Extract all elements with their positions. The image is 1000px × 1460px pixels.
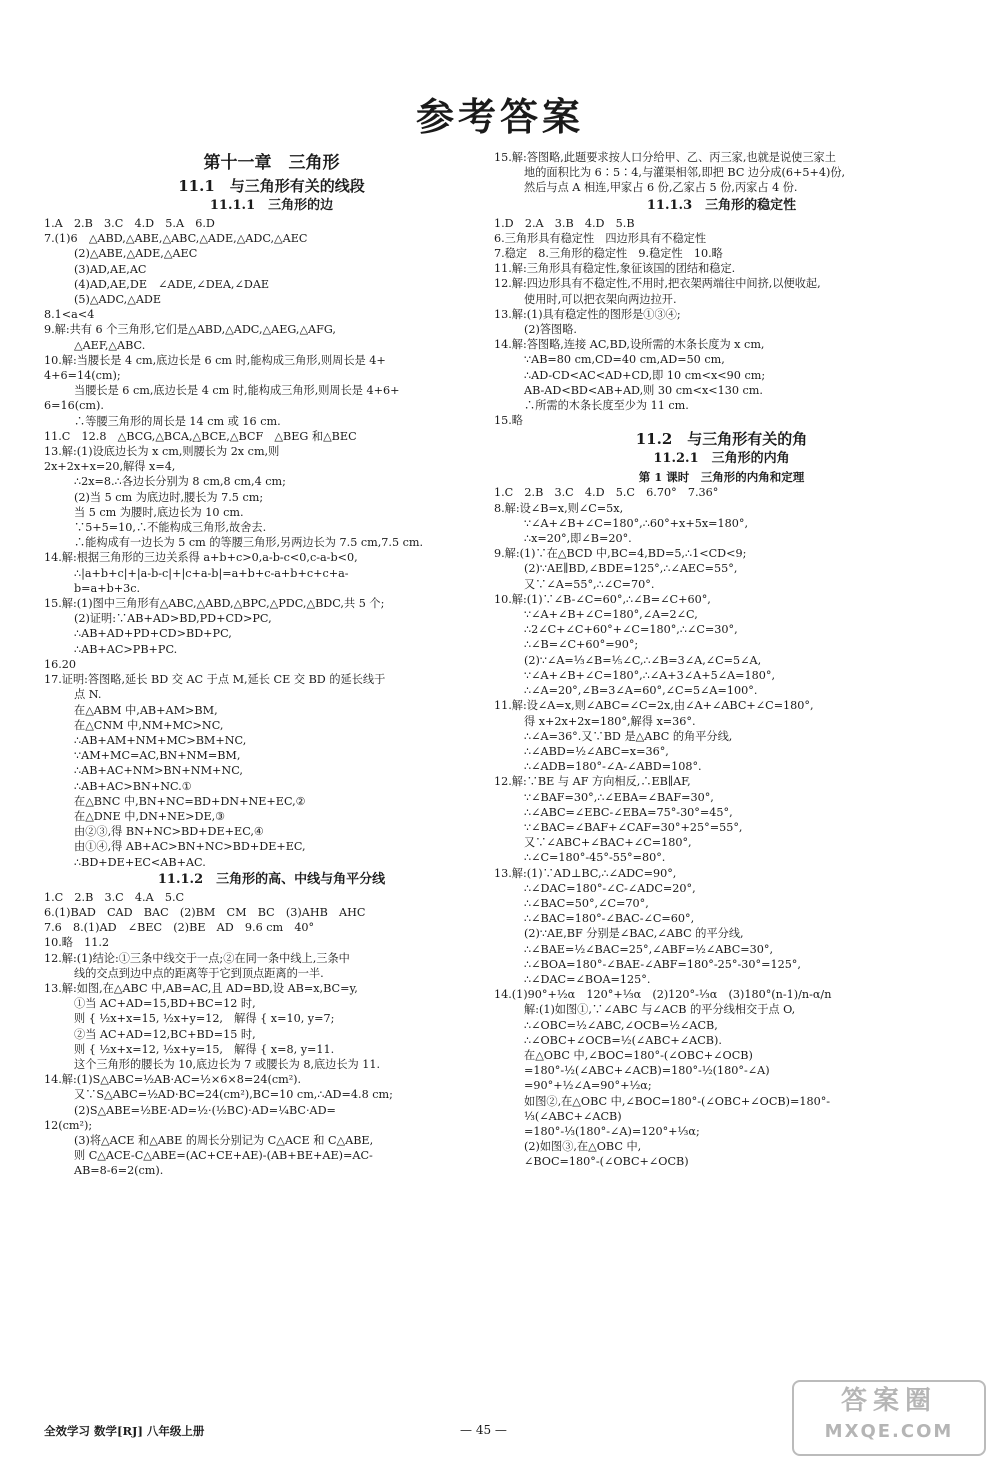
answer-line: ∴∠OBC=½∠ABC,∠OCB=½∠ACB,: [524, 1018, 718, 1032]
answer-line: ∴能构成有一边长为 5 cm 的等腰三角形,另两边长为 7.5 cm,7.5 cm.: [74, 536, 424, 550]
answer-line: ∴∠ABD=½∠ABC=x=36°,: [524, 744, 669, 758]
page-number: — 45 —: [460, 1423, 507, 1437]
answer-line: ①当 AC+AD=15,BD+BC=12 时,: [74, 997, 256, 1011]
subsection-heading: 11.1.3 三角形的稳定性: [646, 197, 797, 213]
answer-line: 13.解:(1)具有稳定性的图形是①③④;: [494, 307, 681, 321]
answer-line: 11.解:三角形具有稳定性,象征该国的团结和稳定.: [494, 262, 736, 276]
answer-line: (2)当 5 cm 为底边时,腰长为 7.5 cm;: [74, 490, 264, 504]
answer-line: ∴∠ABC=∠EBC-∠EBA=75°-30°=45°,: [524, 805, 733, 819]
answer-line: ∴∠DAC=180°-∠C-∠ADC=20°,: [524, 881, 696, 895]
answer-line: ∴∠A=20°,∠B=3∠A=60°,∠C=5∠A=100°.: [524, 684, 758, 698]
answer-line: ⅓(∠ABC+∠ACB): [524, 1109, 622, 1123]
answer-line: 如图②,在△OBC 中,∠BOC=180°-(∠OBC+∠OCB)=180°-: [524, 1094, 831, 1108]
answer-line: 解:(1)如图①,∵∠ABC 与∠ACB 的平分线相交于点 O,: [524, 1003, 796, 1017]
chapter-heading: 第十一章 三角形: [203, 153, 340, 173]
answer-line: 在△DNE 中,DN+NE>DE,③: [74, 809, 226, 823]
answer-line: ∵∠A+∠B+∠C=180°,∴∠A+3∠A+5∠A=180°,: [524, 668, 776, 682]
answer-list: [44, 216, 499, 870]
answer-line: 则 { ½x+x=15, ½x+y=12, 解得 { x=10, y=7;: [74, 1012, 335, 1026]
answer-line: ∵5+5=10,∴不能构成三角形,故舍去.: [74, 521, 267, 535]
answer-line: =180°-½(∠ABC+∠ACB)=180°-½(180°-∠A): [524, 1064, 770, 1078]
answer-line: ∴x=20°,即∠B=20°.: [524, 532, 632, 546]
answer-line: 由②③,得 BN+NC>BD+DE+EC,④: [74, 825, 264, 839]
answer-line: ∴等腰三角形的周长是 14 cm 或 16 cm.: [74, 414, 281, 428]
answer-line: 10.解:(1)∵∠B-∠C=60°,∴∠B=∠C+60°,: [494, 592, 711, 606]
answer-line: 15.解:答图略,此题要求按人口分给甲、乙、丙三家,也就是说使三家土: [494, 151, 836, 164]
answer-line: ∵∠A+∠B+∠C=180°,∠A=2∠C,: [524, 608, 698, 622]
answer-line: (2)∵∠A=⅓∠B=⅕∠C,∴∠B=3∠A,∠C=5∠A,: [524, 653, 762, 667]
answer-line: ∴AB+AM+NM+MC>BM+NC,: [74, 733, 247, 747]
answer-line: 线的交点到边中点的距离等于它到顶点距离的一半.: [74, 966, 324, 980]
answer-line: 1.C 2.B 3.C 4.D 5.C 6.70° 7.36°: [494, 486, 719, 500]
answer-line: (5)△ADC,△ADE: [74, 293, 162, 307]
answer-line: 在△CNM 中,NM+MC>NC,: [74, 718, 224, 732]
answer-line: 8.1<a<4: [44, 308, 95, 322]
answer-line: 13.解:(1)设底边长为 x cm,则腰长为 2x cm,则: [44, 445, 280, 459]
answer-line: 7.(1)6 △ABD,△ABE,△ABC,△ADE,△ADC,△AEC: [44, 232, 308, 246]
answer-line: 10.略 11.2: [44, 936, 110, 950]
answer-line: 2x+2x+x=20,解得 x=4,: [44, 460, 176, 474]
answer-line: (2)△ABE,△ADE,△AEC: [74, 247, 198, 261]
book-footer: 全效学习 数学[RJ] 八年级上册: [44, 1424, 205, 1438]
answer-line: ∴∠BOA=180°-∠BAE-∠ABF=180°-25°-30°=125°,: [524, 957, 801, 971]
answer-line: 4+6=14(cm);: [44, 369, 121, 383]
answer-line: 则 { ½x+x=12, ½x+y=15, 解得 { x=8, y=11.: [74, 1042, 335, 1056]
answer-line: 9.解:共有 6 个三角形,它们是△ABD,△ADC,△AEG,△AFG,: [44, 323, 336, 337]
left-column: [44, 150, 499, 1179]
answer-line: 15.略: [494, 414, 523, 428]
answer-line: ∴|a+b+c|+|a-b-c|+|c+a-b|=a+b+c-a+b+c+c+a-: [74, 566, 349, 580]
answer-line: 14.(1)90°+½α 120°+⅓α (2)120°-⅓α (3)180°(n-1)/n-α/n: [494, 988, 832, 1002]
answer-line: 则 C△ACE-C△ABE=(AC+CE+AE)-(AB+BE+AE)=AC-: [74, 1149, 373, 1163]
answer-line: 6.三角形具有稳定性 四边形具有不稳定性: [494, 231, 707, 245]
answer-line: ∴AB+AC>BN+NC.①: [74, 779, 192, 793]
answer-line: =90°+½∠A=90°+½α;: [524, 1079, 652, 1093]
answer-line: ∴∠BAC=50°,∠C=70°,: [524, 896, 649, 910]
answer-line: 12.解:(1)结论:①三条中线交于一点;②在同一条中线上,三条中: [44, 951, 350, 965]
answer-line: ∠BOC=180°-(∠OBC+∠OCB): [524, 1155, 689, 1169]
answer-line: 13.解:如图,在△ABC 中,AB=AC,且 AD=BD,设 AB=x,BC=y,: [44, 981, 358, 995]
answer-line: 14.解:答图略,连接 AC,BD,设所需的木条长度为 x cm,: [494, 338, 765, 352]
answer-line: 9.解:(1)∵在△BCD 中,BC=4,BD=5,∴1<CD<9;: [494, 547, 747, 561]
answer-line: (2)证明:∵AB+AD>BD,PD+CD>PC,: [74, 612, 272, 626]
answer-line: 13.解:(1)∵AD⊥BC,∴∠ADC=90°,: [494, 866, 677, 880]
answer-line: 1.D 2.A 3.B 4.D 5.B: [494, 216, 635, 230]
answer-line: ∴2x=8.∴各边长分别为 8 cm,8 cm,4 cm;: [74, 475, 286, 489]
answer-line: =180°-⅓(180°-∠A)=120°+⅓α;: [524, 1124, 700, 1138]
answer-line: b=a+b+3c.: [74, 581, 141, 595]
answer-line: ∴∠BAC=180°-∠BAC-∠C=60°,: [524, 912, 695, 926]
answer-line: 6=16(cm).: [44, 399, 104, 413]
watermark-bottom: MXQE.COM: [824, 1421, 954, 1442]
answer-line: 点 N.: [74, 688, 102, 702]
answer-line: 又∵∠ABC+∠BAC+∠C=180°,: [524, 836, 692, 850]
answer-line: ∵∠BAC=∠BAF+∠CAF=30°+25°=55°,: [524, 820, 743, 834]
answer-line: ∵∠A+∠B+∠C=180°,∴60°+x+5x=180°,: [524, 516, 749, 530]
answer-line: 7.6 8.(1)AD ∠BEC (2)BE AD 9.6 cm 40°: [44, 921, 315, 935]
subsection-heading: 11.2.1 三角形的内角: [653, 451, 790, 467]
answer-line: 12(cm²);: [44, 1118, 93, 1132]
answer-list: [494, 485, 949, 1169]
subsection-heading: 11.1.1 三角形的边: [209, 198, 334, 213]
watermark-top: 答案圈: [840, 1386, 937, 1416]
answer-line: 12.解:∵BE 与 AF 方向相反,∴EB∥AF,: [494, 775, 691, 789]
answer-line: 12.解:四边形具有不稳定性,不用时,把衣架两端往中间挤,以便收起,: [494, 277, 821, 291]
answer-list: [494, 216, 949, 429]
answer-line: ∴∠C=180°-45°-55°=80°.: [524, 851, 666, 865]
answer-line: 在△OBC 中,∠BOC=180°-(∠OBC+∠OCB): [524, 1048, 753, 1062]
answer-line: 1.A 2.B 3.C 4.D 5.A 6.D: [44, 217, 215, 230]
answer-line: ②当 AC+AD=12,BC+BD=15 时,: [74, 1027, 256, 1041]
answer-line: 7.稳定 8.三角形的稳定性 9.稳定性 10.略: [494, 247, 723, 261]
answer-line: ∵∠BAF=30°,∴∠EBA=∠BAF=30°,: [524, 790, 714, 804]
answer-line: (3)AD,AE,AC: [74, 262, 147, 276]
answer-list: [494, 150, 949, 196]
answer-line: ∴∠DAC=∠BOA=125°.: [524, 972, 651, 986]
answer-line: ∴AB+AD+PD+CD>BD+PC,: [74, 627, 232, 641]
answer-line: (4)AD,AE,DE ∠ADE,∠DEA,∠DAE: [74, 277, 270, 291]
answer-line: ∴AB+AC+NM>BN+NM+NC,: [74, 764, 243, 778]
answer-line: 地的面积比为 6∶5∶4,与灌渠相邻,即把 BC 边分成(6+5+4)份,: [524, 166, 846, 180]
answer-line: 在△BNC 中,BN+NC=BD+DN+NE+EC,②: [74, 794, 306, 808]
answer-line: 在△ABM 中,AB+AM>BM,: [74, 703, 218, 717]
answer-line: ∴∠A=36°.又∵BD 是△ABC 的角平分线,: [524, 729, 733, 743]
page-title: 参考答案: [415, 94, 584, 139]
answer-line: (2)S△ABE=½BE·AD=½·(½BC)·AD=¼BC·AD=: [74, 1103, 336, 1117]
right-column: [494, 150, 949, 1170]
answer-line: 然后与点 A 相连,甲家占 6 份,乙家占 5 份,丙家占 4 份.: [524, 181, 798, 195]
subsection-heading: 11.1.2 三角形的高、中线与角平分线: [157, 871, 386, 887]
answer-line: ∴AB+AC>PB+PC.: [74, 642, 178, 656]
answer-line: (3)将△ACE 和△ABE 的周长分别记为 C△ACE 和 C△ABE,: [74, 1133, 374, 1147]
answer-line: 14.解:根据三角形的三边关系得 a+b+c>0,a-b-c<0,c-a-b<0,: [44, 551, 358, 565]
answer-line: 17.证明:答图略,延长 BD 交 AC 于点 M,延长 CE 交 BD 的延长线于: [44, 673, 386, 687]
answer-line: 又∵S△ABC=½AD·BC=24(cm²),BC=10 cm,∴AD=4.8 cm;: [74, 1088, 393, 1102]
answer-line: ∴∠OBC+∠OCB=½(∠ABC+∠ACB).: [524, 1033, 722, 1047]
answer-line: ∴∠ADB=180°-∠A-∠ABD=108°.: [524, 760, 702, 774]
answer-line: 得 x+2x+2x=180°,解得 x=36°.: [524, 714, 696, 728]
section-heading: 11.2 与三角形有关的角: [635, 430, 808, 449]
answer-line: △AEF,△ABC.: [74, 338, 146, 352]
answer-line: 这个三角形的腰长为 10,底边长为 7 或腰长为 8,底边长为 11.: [74, 1057, 381, 1071]
section-heading: 11.1 与三角形有关的线段: [178, 177, 365, 195]
answer-line: 当腰长是 6 cm,底边长是 4 cm 时,能构成三角形,则周长是 4+6+: [74, 384, 400, 398]
answer-line: 16.20: [44, 657, 77, 671]
answer-line: ∴BD+DE+EC<AB+AC.: [74, 855, 206, 869]
answer-line: AB-AD<BD<AB+AD,则 30 cm<x<130 cm.: [524, 383, 763, 397]
watermark-logo: [792, 1380, 986, 1456]
answer-line: 15.解:(1)图中三角形有△ABC,△ABD,△BPC,△PDC,△BDC,共 5 个;: [44, 597, 385, 611]
answer-line: 由①④,得 AB+AC>BN+NC>BD+DE+EC,: [74, 840, 306, 854]
answer-line: ∴所需的木条长度至少为 11 cm.: [524, 399, 689, 413]
answer-line: 10.解:当腰长是 4 cm,底边长是 6 cm 时,能构成三角形,则周长是 4+: [44, 353, 386, 367]
answer-line: 11.解:设∠A=x,则∠ABC=∠C=2x,由∠A+∠ABC+∠C=180°,: [494, 699, 814, 713]
lesson-heading: 第 1 课时 三角形的内角和定理: [638, 470, 805, 485]
answer-line: (2)∵AE,BF 分别是∠BAC,∠ABC 的平分线,: [524, 927, 744, 941]
answer-line: (2)∵AE∥BD,∠BDE=125°,∴∠AEC=55°,: [524, 562, 738, 576]
answer-line: (2)如图③,在△OBC 中,: [524, 1140, 642, 1154]
answer-line: ∵AB=80 cm,CD=40 cm,AD=50 cm,: [524, 353, 725, 367]
answer-list: [44, 890, 499, 1179]
answer-line: ∴AD-CD<AC<AD+CD,即 10 cm<x<90 cm;: [524, 368, 766, 382]
answer-line: 使用时,可以把衣架向两边拉开.: [524, 292, 677, 306]
answer-line: 14.解:(1)S△ABC=½AB·AC=½×6×8=24(cm²).: [44, 1073, 302, 1087]
answer-line: 又∵∠A=55°,∴∠C=70°.: [524, 577, 655, 591]
answer-line: 8.解:设∠B=x,则∠C=5x,: [494, 501, 624, 515]
answer-line: (2)答图略.: [524, 323, 577, 337]
answer-line: 1.C 2.B 3.C 4.A 5.C: [44, 890, 185, 904]
answer-line: ∴∠B=∠C+60°=90°;: [524, 638, 639, 652]
answer-line: 11.C 12.8 △BCG,△BCA,△BCE,△BCF △BEG 和△BEC: [44, 429, 357, 443]
answer-line: AB=8-6=2(cm).: [74, 1164, 164, 1178]
answer-line: 当 5 cm 为腰时,底边长为 10 cm.: [74, 505, 244, 519]
answer-line: 6.(1)BAD CAD BAC (2)BM CM BC (3)AHB AHC: [44, 905, 366, 919]
answer-line: ∴∠BAE=½∠BAC=25°,∠ABF=½∠ABC=30°,: [524, 942, 774, 956]
answer-line: ∴2∠C+∠C+60°+∠C=180°,∴∠C=30°,: [524, 623, 738, 637]
answer-line: ∵AM+MC=AC,BN+NM=BM,: [74, 749, 241, 763]
